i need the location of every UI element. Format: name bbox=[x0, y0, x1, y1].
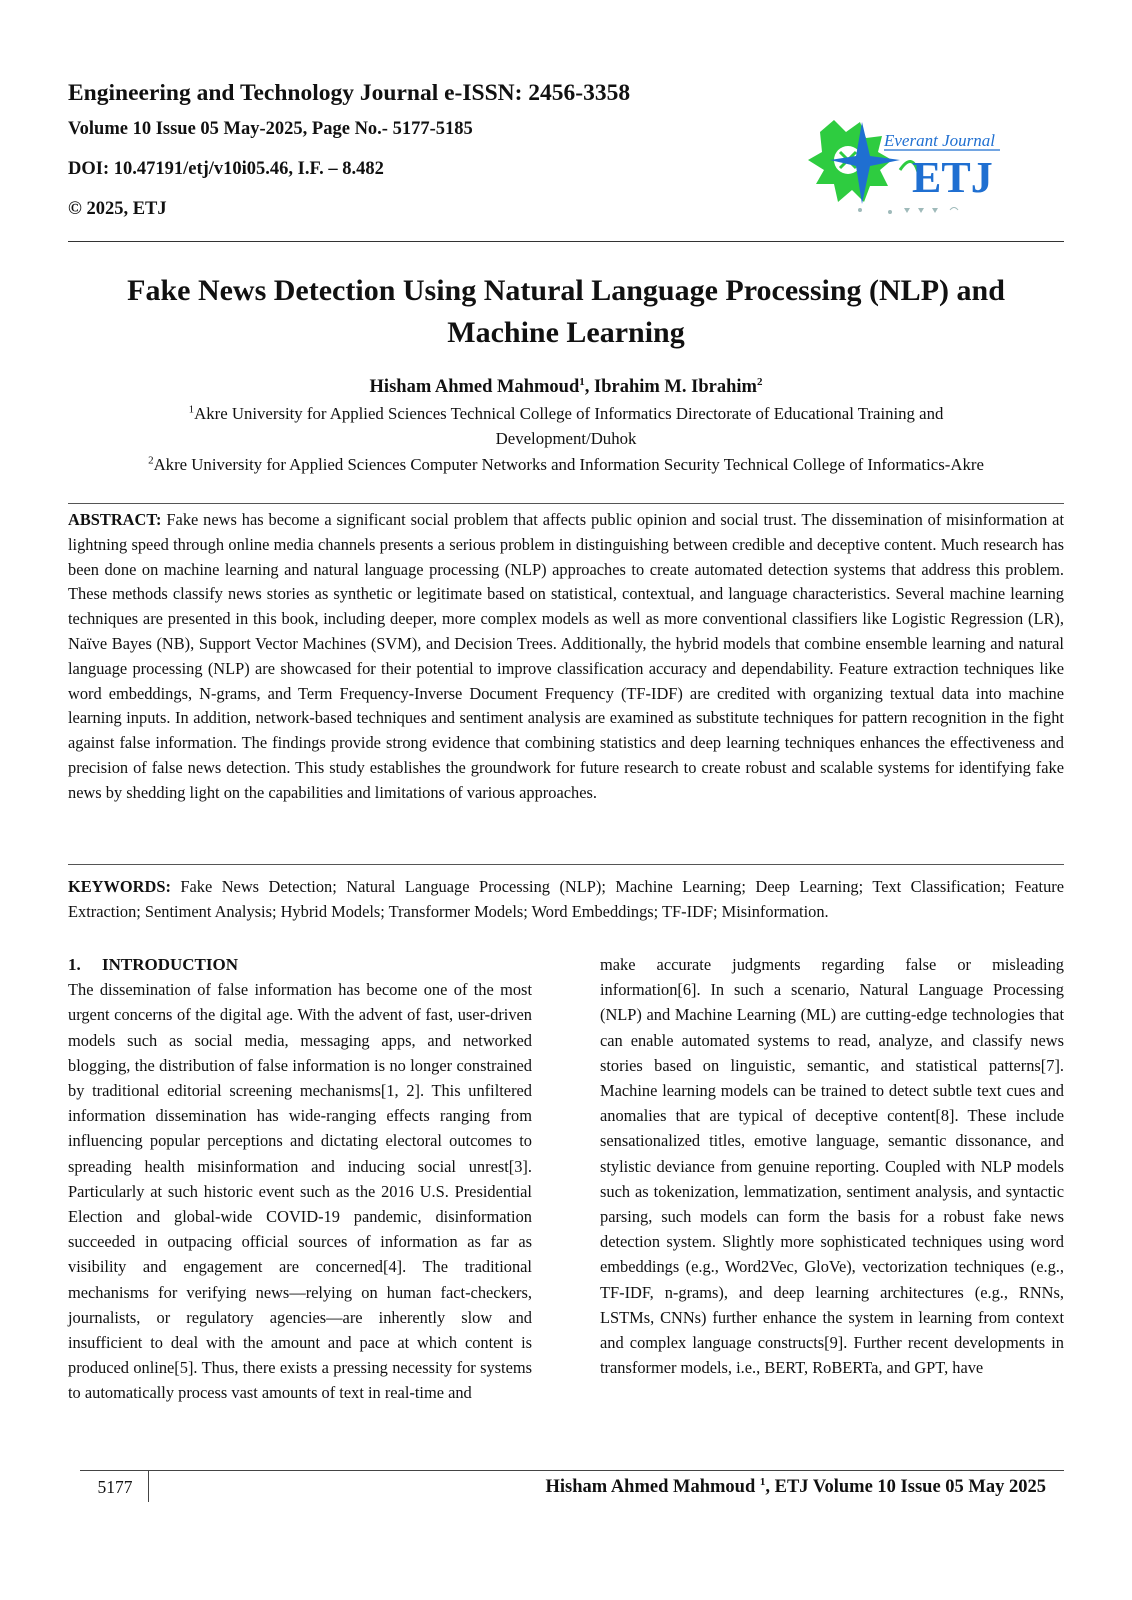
abstract-rule-bottom bbox=[68, 864, 1064, 865]
author-separator: , bbox=[584, 377, 595, 397]
paper-title bbox=[68, 270, 1064, 354]
abstract-text: Fake news has become a significant social problem that affects public opinion and social trust. The dissemination of misinformation at lightning speed through online media channels presents a serious problem in distinguishing between credible and deceptive content. Much research has been done on machine learning and natural language processing (NLP) approaches to create automated detection systems that address this problem. These methods classify news stories as synthetic or legitimate based on statistical, contextual, and language characteristics. Several machine learning techniques are presented in this book, including deeper, more complex models as well as more conventional classifiers like Logistic Regression (LR), Naïve Bayes (NB), Support Vector Machines (SVM), and Decision Trees. Additionally, the hybrid models that combine ensemble learning and natural language processing (NLP) are showcased for their potential to improve classification accuracy and dependability. Feature extraction techniques like word embeddings, N-grams, and Term Frequency-Inverse Document Frequency (TF-IDF) are credited with organizing textual data into machine learning inputs. In addition, network-based techniques and sentiment analysis are examined as substitute techniques for pattern recognition in the fight against false information. The findings provide strong evidence that combining statistics and deep learning techniques enhances the effectiveness and precision of false news detection. This study establishes the groundwork for future research to create robust and scalable systems for identifying fake news by shedding light on the capabilities and limitations of various approaches. bbox=[68, 510, 1064, 802]
body-column-left bbox=[68, 952, 532, 1406]
section-heading-introduction bbox=[68, 952, 532, 977]
abstract-rule-top bbox=[68, 503, 1064, 504]
keywords bbox=[68, 875, 1064, 925]
footer-author-sup: 1 bbox=[759, 1475, 766, 1488]
volume-line: Volume 10 Issue 05 May-2025, Page No.- 5177-5185 bbox=[68, 119, 473, 139]
affiliation-2-sup: 2 bbox=[148, 454, 154, 467]
keywords-label: KEYWORDS: bbox=[68, 877, 171, 896]
logo-text-small: Everant Journal bbox=[884, 131, 995, 150]
author-1-sup: 1 bbox=[579, 375, 585, 388]
etj-logo bbox=[800, 112, 1020, 222]
intro-paragraph-right: make accurate judgments regarding false or misleading information[6]. In such a scenario, Natural Language Processing (NLP) and Machine Learning (ML) are cutting-edge technologies that can enable automated systems to read, analyze, and classify news stories based on linguistic, semantic, and statistical patterns[7]. Machine learning models can be trained to detect subtle text cues and anomalies that are typical of deceptive content[8]. These include sensationalized titles, emotive language, semantic dissonance, and stylistic deviance from genuine reporting. Coupled with NLP models such as tokenization, lemmatization, sentiment analysis, and syntactic parsing, such models can form the basis for a robust fake news detection system. Slightly more sophisticated techniques using word embeddings (e.g., Word2Vec, GloVe), vectorization techniques (e.g., TF-IDF, n-grams), and deep learning architectures (e.g., RNNs, LSTMs, CNNs) further enhance the system in learning from context and complex language constructs[9]. Further recent developments in transformer models, i.e., BERT, RoBERTa, and GPT, have bbox=[600, 955, 1064, 1378]
logo-text-large: ETJ bbox=[912, 153, 993, 202]
abstract-label: ABSTRACT: bbox=[68, 510, 162, 529]
affiliation-1-line-2: Development/Duhok bbox=[495, 429, 637, 448]
footer-separator bbox=[148, 1470, 149, 1502]
header-rule bbox=[68, 241, 1064, 242]
abstract bbox=[68, 508, 1064, 806]
affiliation-1-line-1: Akre University for Applied Sciences Technical College of Informatics Directorate of Educational Training and bbox=[194, 404, 944, 423]
section-title: INTRODUCTION bbox=[102, 955, 239, 974]
footer-rule bbox=[80, 1470, 1064, 1471]
affiliation-2-text: Akre University for Applied Sciences Computer Networks and Information Security Technical College of Informatics-Akre bbox=[153, 455, 984, 474]
journal-header bbox=[68, 78, 768, 222]
paper-title-line-2: Machine Learning bbox=[447, 316, 685, 349]
author-2-sup: 2 bbox=[756, 375, 763, 388]
affiliation-1 bbox=[68, 401, 1064, 451]
doi-line: DOI: 10.47191/etj/v10i05.46, I.F. – 8.482 bbox=[68, 159, 384, 179]
author-1: Hisham Ahmed Mahmoud bbox=[369, 377, 580, 397]
section-number: 1. bbox=[68, 955, 81, 974]
author-list bbox=[68, 375, 1064, 399]
affiliation-1-sup: 1 bbox=[188, 403, 195, 416]
footer-journal-info: , ETJ Volume 10 Issue 05 May 2025 bbox=[765, 1477, 1046, 1497]
intro-paragraph-left: The dissemination of false information has become one of the most urgent concerns of the digital age. With the advent of fast, user-driven models such as social media, messaging apps, and networked blogging, the distribution of false information is no longer constrained by traditional editorial screening mechanisms[1, 2]. This unfiltered information dissemination has wide-ranging effects ranging from influencing popular perceptions and dictating electoral outcomes to spreading health misinformation and inducing social unrest[3]. Particularly at such historic event such as the 2016 U.S. Presidential Election and global-wide COVID-19 pandemic, disinformation succeeded in outpacing official sources of information as far as visibility and engagement are concerned[4]. The traditional mechanisms for verifying news—relying on human fact-checkers, journalists, or regulatory agencies—are inherently slow and insufficient to deal with the amount and pace at which content is produced online[5]. Thus, there exists a pressing necessity for systems to automatically process vast amounts of text in real-time and bbox=[68, 980, 532, 1403]
author-2: Ibrahim M. Ibrahim bbox=[594, 377, 757, 397]
body-column-right bbox=[600, 952, 1064, 1380]
page-number: 5177 bbox=[97, 1477, 133, 1497]
running-footer bbox=[546, 1474, 1046, 1500]
keywords-text: Fake News Detection; Natural Language Processing (NLP); Machine Learning; Deep Learning; Text Classification; Feature Extraction; Sentiment Analysis; Hybrid Models; Transformer Models; Word Embeddings; TF-IDF; Misinformation. bbox=[68, 877, 1064, 921]
paper-title-line-1: Fake News Detection Using Natural Language Processing (NLP) and bbox=[127, 274, 1005, 307]
affiliation-2 bbox=[68, 452, 1064, 477]
journal-name: Engineering and Technology Journal e-ISSN: 2456-3358 bbox=[68, 80, 631, 106]
footer-author: Hisham Ahmed Mahmoud bbox=[545, 1477, 760, 1497]
copyright-line: © 2025, ETJ bbox=[68, 199, 167, 219]
